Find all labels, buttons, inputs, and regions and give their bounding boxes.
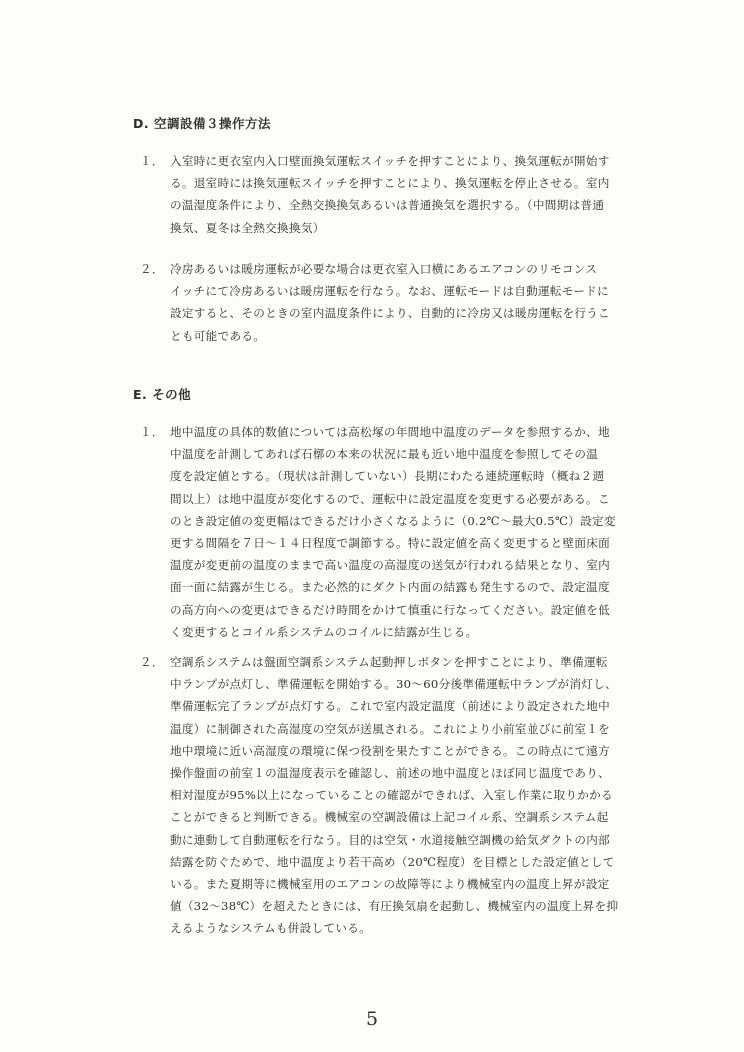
item-number: １． <box>140 425 164 439</box>
text-line: いる。また夏期等に機械室用のエアコンの故障等により機械室内の温度上昇が設定 <box>170 877 610 892</box>
text-line: ことができると判断できる。機械室の空調設備は上記コイル系、空調系システム起 <box>170 810 609 825</box>
list-item-d-2 <box>140 258 660 347</box>
text-line: 地中温度の具体的数値については高松塚の年間地中温度のデータを参照するか、地 <box>170 425 610 439</box>
list-item-e-2 <box>140 651 660 940</box>
text-line: 設定すると、そのときの室内温度条件により、自動的に冷房又は暖房運転を行うこ <box>170 306 611 321</box>
text-line: とも可能である。 <box>170 328 266 343</box>
list-item-d-1 <box>140 150 660 239</box>
item-body <box>170 150 660 239</box>
text-line: 準備運転完了ランプが点灯する。これで室内設定温度（前述により設定された地中 <box>170 699 611 714</box>
text-line: 地中環境に近い高湿度の環境に保つ役割を果たすことができる。この時点にて遠方 <box>170 743 611 758</box>
item-number: ２． <box>140 262 164 276</box>
item-body <box>170 421 660 643</box>
list-item-e-1 <box>140 421 660 643</box>
text-line: 間以上）は地中温度が変化するので、運転中に設定温度を変更する必要がある。こ <box>170 491 610 506</box>
section-heading-d: D. 空調設備３操作方法 <box>133 116 271 131</box>
text-line: く変更するとコイル系システムのコイルに結露が生じる。 <box>170 624 478 639</box>
text-line: 中ランプが点灯し、準備運転を開始する。30〜60分後準備運転中ランプが消灯し、 <box>170 677 617 692</box>
text-line: えるようなシステムも併設している。 <box>170 921 372 936</box>
item-number: ２． <box>140 655 164 669</box>
text-line: のとき設定値の変更幅はできるだけ小さくなるように（0.2℃〜最大0.5℃）設定変 <box>170 513 616 528</box>
text-line: 更する間隔を７日〜１４日程度で調節する。特に設定値を高く変更すると壁面床面 <box>170 536 611 551</box>
text-line: る。退室時には換気運転スイッチを押すことにより、換気運転を停止させる。室内 <box>170 176 610 191</box>
text-line: 面一面に結露が生じる。また必然的にダクト内面の結露も発生するので、設定温度 <box>170 580 610 595</box>
text-line: の高方向への変更はできるだけ時間をかけて慎重に行なってください。設定値を低 <box>170 602 611 617</box>
text-line: 結露を防ぐためで、地中温度より若干高め（20℃程度）を目標とした設定値として <box>170 854 615 869</box>
text-line: 動に連動して自動運転を行なう。目的は空気・水道接触空調機の給気ダクトの内部 <box>170 832 611 847</box>
text-line: 冷房あるいは暖房運転が必要な場合は更衣室入口横にあるエアコンのリモコンス <box>170 262 598 276</box>
text-line: 空調系システムは盤面空調系システム起動押しボタンを押すことにより、準備運転 <box>170 655 608 669</box>
item-body <box>170 651 660 940</box>
text-line: 相対湿度が95%以上になっていることの確認ができれば、入室し作業に取りかかる <box>170 788 613 803</box>
text-line: の温湿度条件により、全熱交換換気あるいは普通換気を選択する。（中間期は普通 <box>170 198 605 213</box>
text-line: 操作盤面の前室１の温湿度表示を確認し、前述の地中温度とほぼ同じ温度であり、 <box>170 766 611 781</box>
text-line: 入室時に更衣室内入口壁面換気運転スイッチを押すことにより、換気運転が開始す <box>170 154 610 168</box>
text-line: 中温度を計測してあれば石槨の本来の状況に最も近い地中温度を参照してその温 <box>170 447 599 462</box>
text-line: 値（32〜38℃）を超えたときには、有圧換気扇を起動し、機械室内の温度上昇を抑 <box>170 899 619 914</box>
section-heading-e: E. その他 <box>133 387 192 402</box>
page-number: 5 <box>365 1008 379 1030</box>
item-body <box>170 258 660 347</box>
text-line: イッチにて冷房あるいは暖房運転を行なう。なお、運転モードは自動運転モードに <box>170 284 609 299</box>
text-line: 度を設定値とする。（現状は計測していない）長期にわたる連続運転時（概ね２週 <box>170 469 605 484</box>
text-line: 換気、夏冬は全熱交換換気） <box>170 220 325 235</box>
item-number: １． <box>140 154 164 168</box>
text-line: 温度が変更前の温度のままで高い温度の高湿度の送気が行われる結果となり、室内 <box>170 558 611 573</box>
text-line: 温度）に制御された高湿度の空気が送風される。これにより小前室並びに前室１を <box>170 721 611 736</box>
